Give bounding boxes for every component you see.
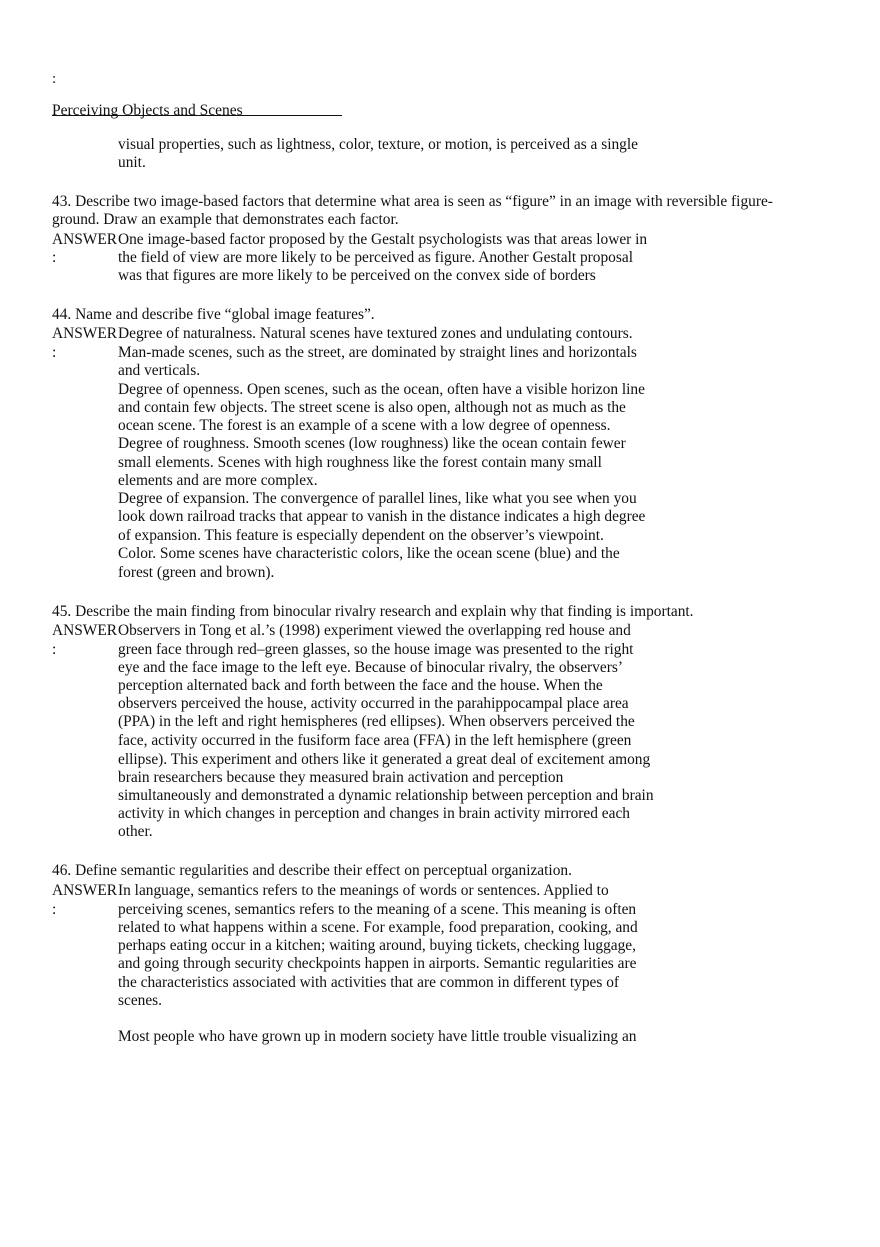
answer-46-line: perhaps eating occur in a kitchen; waiting around, buying tickets, checking luggage,	[118, 937, 636, 954]
answer-label: ANSWER	[52, 882, 117, 899]
answer-46-line: In language, semantics refers to the meanings of words or sentences. Applied to	[118, 882, 609, 899]
answer-46-line: perceiving scenes, semantics refers to the meaning of a scene. This meaning is often	[118, 901, 637, 918]
answer-label: ANSWER	[52, 622, 117, 639]
answer-45-line: Observers in Tong et al.’s (1998) experiment viewed the overlapping red house and	[118, 622, 631, 639]
answer-46-line: related to what happens within a scene. For example, food preparation, cooking, and	[118, 919, 638, 936]
question-43-text: ground. Draw an example that demonstrates each factor.	[52, 211, 399, 228]
answer-44-line: and verticals.	[118, 362, 201, 379]
answer-45-line: other.	[118, 823, 153, 840]
answer-46-line: scenes.	[118, 992, 163, 1009]
answer-45-line: (PPA) in the left and right hemispheres (red ellipses). When observers perceived the	[118, 713, 635, 730]
answer-45-line: green face through red–green glasses, so the house image was presented to the right	[118, 641, 634, 658]
continuation-line: visual properties, such as lightness, color, texture, or motion, is perceived as a single	[118, 136, 638, 153]
answer-45-line: observers perceived the house, activity occurred in the parahippocampal place area	[118, 695, 629, 712]
answer-44-line: Color. Some scenes have characteristic colors, like the ocean scene (blue) and the	[118, 545, 620, 562]
chapter-title: Perceiving Objects and Scenes	[52, 102, 243, 119]
answer-44-line: elements and are more complex.	[118, 472, 318, 489]
header-colon: :	[52, 71, 57, 87]
answer-label-colon: :	[52, 901, 57, 918]
answer-45-line: perception alternated back and forth between the face and the house. When the	[118, 677, 603, 694]
answer-43-line: the field of view are more likely to be perceived as figure. Another Gestalt proposal	[118, 249, 633, 266]
answer-45-line: face, activity occurred in the fusiform face area (FFA) in the left hemisphere (green	[118, 732, 632, 749]
answer-45-line: activity in which changes in perception and changes in brain activity mirrored each	[118, 805, 630, 822]
answer-46-line: Most people who have grown up in modern society have little trouble visualizing an	[118, 1028, 637, 1045]
answer-46-line: and going through security checkpoints happen in airports. Semantic regularities are	[118, 955, 637, 972]
answer-44-line: small elements. Scenes with high roughness like the forest contain many small	[118, 454, 602, 471]
answer-44-line: ocean scene. The forest is an example of a scene with a low degree of openness.	[118, 417, 611, 434]
answer-44-line: Degree of expansion. The convergence of parallel lines, like what you see when you	[118, 490, 637, 507]
answer-43-line: One image-based factor proposed by the Gestalt psychologists was that areas lower in	[118, 231, 648, 248]
answer-label: ANSWER	[52, 231, 117, 248]
answer-44-line: forest (green and brown).	[118, 564, 275, 581]
answer-44-line: Degree of roughness. Smooth scenes (low roughness) like the ocean contain fewer	[118, 435, 626, 452]
answer-44-line: Degree of openness. Open scenes, such as the ocean, often have a visible horizon line	[118, 381, 645, 398]
answer-44-line: and contain few objects. The street scene is also open, although not as much as the	[118, 399, 626, 416]
answer-label-colon: :	[52, 641, 57, 658]
answer-45-line: simultaneously and demonstrated a dynamic relationship between perception and brain	[118, 787, 654, 804]
answer-44-line: Degree of naturalness. Natural scenes have textured zones and undulating contours.	[118, 325, 633, 342]
answer-45-line: brain researchers because they measured brain activation and perception	[118, 769, 564, 786]
question-44-text: 44. Name and describe five “global image features”.	[52, 306, 375, 323]
answer-44-line: look down railroad tracks that appear to vanish in the distance indicates a high degree	[118, 508, 646, 525]
chapter-underline	[52, 115, 342, 116]
answer-44-line: Man-made scenes, such as the street, are dominated by straight lines and horizontals	[118, 344, 637, 361]
answer-label-colon: :	[52, 344, 57, 361]
continuation-line: unit.	[118, 154, 146, 171]
answer-46-line: the characteristics associated with activities that are common in different types of	[118, 974, 620, 991]
answer-label: ANSWER	[52, 325, 117, 342]
answer-45-line: ellipse). This experiment and others like it generated a great deal of excitement among	[118, 751, 651, 768]
answer-44-line: of expansion. This feature is especially dependent on the observer’s viewpoint.	[118, 527, 604, 544]
answer-label-colon: :	[52, 249, 57, 266]
question-43-text: 43. Describe two image-based factors that determine what area is seen as “figure” in an image with reversible figure-	[52, 193, 773, 210]
question-45-text: 45. Describe the main finding from binocular rivalry research and explain why that finding is important.	[52, 603, 694, 620]
answer-43-line: was that figures are more likely to be perceived on the convex side of borders	[118, 267, 596, 284]
answer-45-line: eye and the face image to the left eye. Because of binocular rivalry, the observers’	[118, 659, 623, 676]
question-46-text: 46. Define semantic regularities and describe their effect on perceptual organization.	[52, 862, 572, 879]
